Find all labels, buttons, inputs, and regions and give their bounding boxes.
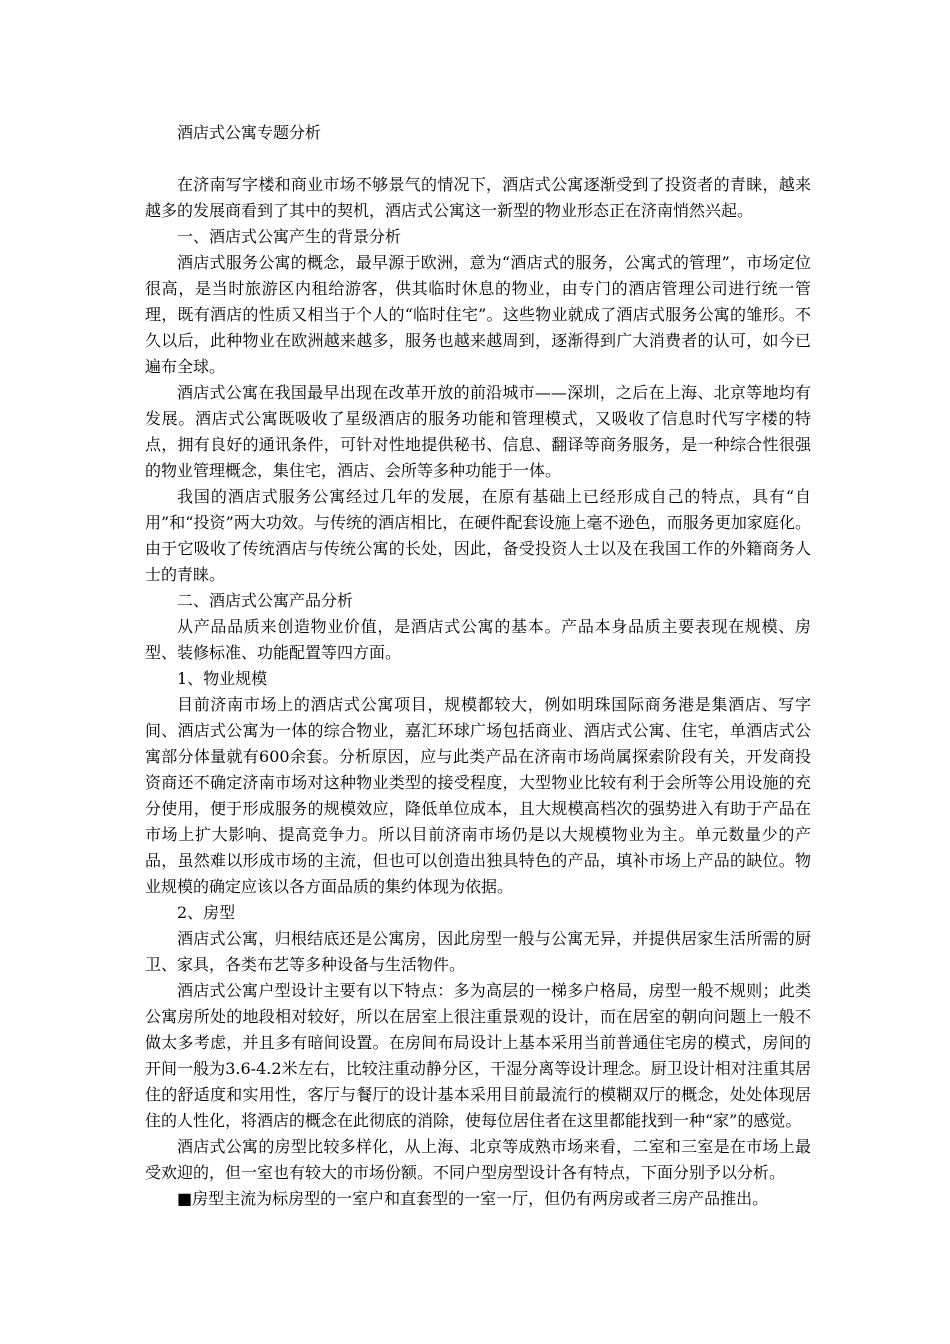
layout-paragraph-1: 酒店式公寓，归根结底还是公寓房，因此房型一般与公寓无异，并提供居家生活所需的厨卫、家具，各类布艺等多种设备与生活物件。: [145, 929, 811, 974]
layout-bullet-item: ■房型主流为标房型的一室户和直套型的一室一厅，但仍有两房或者三房产品推出。: [177, 1189, 769, 1208]
layout-paragraph-2: 酒店式公寓户型设计主要有以下特点：多为高层的一梯多户格局，房型一般不规则；此类公寓房所处的地段相对较好，所以在居室上很注重景观的设计，而在居室的朝向问题上一般不做太多考虑，并且多有暗间设置。在房间布局设计上基本采用当前普通住宅房的模式，房间的开间一般为3.6-4.2米左右，比较注重动静分区，干湿分离等设计理念。厨卫设计相对注重其居住的舒适度和实用性，客厅与餐厅的设计基本采用目前最流行的模糊双厅的概念，处处体现居住的人性化，将酒店的概念在此彻底的消除，使每位居住者在这里都能找到一种“家”的感觉。: [145, 981, 811, 1130]
background-paragraph-2: 酒店式公寓在我国最早出现在改革开放的前沿城市——深圳，之后在上海、北京等地均有发展。酒店式公寓既吸收了星级酒店的服务功能和管理模式，又吸收了信息时代写字楼的特点，拥有良好的通讯条件，可针对性地提供秘书、信息、翻译等商务服务，是一种综合性很强的物业管理概念，集住宅，酒店、会所等多种功能于一体。: [145, 383, 811, 480]
subheading-layout: 2、房型: [177, 903, 236, 922]
section-heading-product: 二、酒店式公寓产品分析: [177, 591, 354, 610]
intro-paragraph: 在济南写字楼和商业市场不够景气的情况下，酒店式公寓逐渐受到了投资者的青睐，越来越多的发展商看到了其中的契机，酒店式公寓这一新型的物业形态正在济南悄然兴起。: [145, 175, 811, 220]
scale-paragraph: 目前济南市场上的酒店式公寓项目，规模都较大，例如明珠国际商务港是集酒店、写字间、酒店式公寓为一体的综合物业，嘉汇环球广场包括商业、酒店式公寓、住宅，单酒店式公寓部分体量就有600余套。分析原因，应与此类产品在济南市场尚属探索阶段有关，开发商投资商还不确定济南市场对这种物业类型的接受程度，大型物业比较有利于会所等公用设施的充分使用，便于形成服务的规模效应，降低单位成本，且大规模高档次的强势进入有助于产品在市场上扩大影响、提高竞争力。所以目前济南市场仍是以大规模物业为主。单元数量少的产品，虽然难以形成市场的主流，但也可以创造出独具特色的产品，填补市场上产品的缺位。物业规模的确定应该以各方面品质的集约体现为依据。: [145, 695, 811, 896]
product-paragraph: 从产品品质来创造物业价值，是酒店式公寓的基本。产品本身品质主要表现在规模、房型、装修标准、功能配置等四方面。: [145, 617, 811, 662]
background-paragraph-1: 酒店式服务公寓的概念，最早源于欧洲，意为“酒店式的服务，公寓式的管理”，市场定位很高，是当时旅游区内租给游客，供其临时休息的物业，由专门的酒店管理公司进行统一管理，既有酒店的性质又相当于个人的“临时住宅”。这些物业就成了酒店式服务公寓的雏形。不久以后，此种物业在欧洲越来越多，服务也越来越周到，逐渐得到广大消费者的认可，如今已遍布全球。: [145, 253, 811, 376]
section-heading-background: 一、酒店式公寓产生的背景分析: [177, 227, 402, 246]
document-title: 酒店式公寓专题分析: [177, 123, 322, 142]
layout-paragraph-3: 酒店式公寓的房型比较多样化，从上海、北京等成熟市场来看，二室和三室是在市场上最受欢迎的，但一室也有较大的市场份额。不同户型房型设计各有特点，下面分别予以分析。: [145, 1137, 811, 1182]
background-paragraph-3: 我国的酒店式服务公寓经过几年的发展，在原有基础上已经形成自己的特点，具有“自用”和“投资”两大功效。与传统的酒店相比，在硬件配套设施上毫不逊色，而服务更加家庭化。由于它吸收了传统酒店与传统公寓的长处，因此，备受投资人士以及在我国工作的外籍商务人士的青睐。: [145, 487, 811, 584]
document-page: [145, 120, 811, 1212]
subheading-scale: 1、物业规模: [177, 669, 268, 688]
